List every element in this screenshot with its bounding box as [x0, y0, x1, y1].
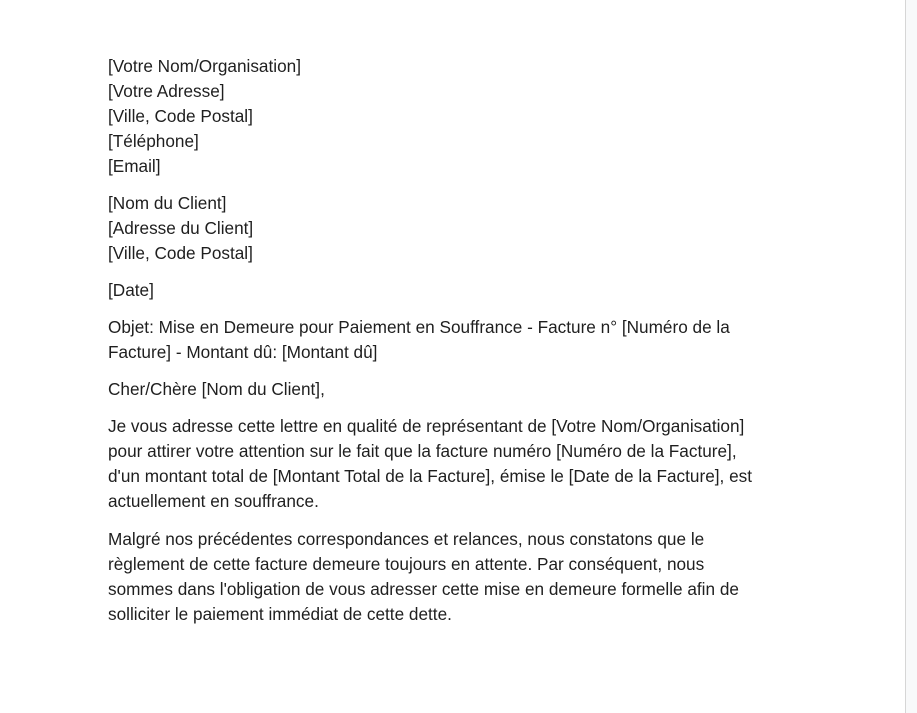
paragraph-line: solliciter le paiement immédiat de cette dette. — [108, 604, 452, 624]
body-paragraph-1 — [108, 414, 808, 514]
sender-name: [Votre Nom/Organisation] — [108, 56, 301, 76]
body-paragraph-2 — [108, 527, 808, 627]
letter-body[interactable] — [108, 54, 808, 640]
recipient-city: [Ville, Code Postal] — [108, 243, 253, 263]
paragraph-line: actuellement en souffrance. — [108, 491, 319, 511]
letter-date: [Date] — [108, 280, 154, 300]
sender-phone: [Téléphone] — [108, 131, 199, 151]
paragraph-line: pour attirer votre attention sur le fait que la facture numéro [Numéro de la Facture], — [108, 441, 737, 461]
salutation-block — [108, 377, 808, 402]
sender-address: [Votre Adresse] — [108, 81, 225, 101]
sender-address-block — [108, 54, 808, 179]
sender-email: [Email] — [108, 156, 161, 176]
subject-line-1: Objet: Mise en Demeure pour Paiement en Souffrance - Facture n° [Numéro de la — [108, 317, 730, 337]
paragraph-line: règlement de cette facture demeure toujours en attente. Par conséquent, nous — [108, 554, 705, 574]
salutation: Cher/Chère [Nom du Client], — [108, 379, 325, 399]
paragraph-line: Malgré nos précédentes correspondances et relances, nous constatons que le — [108, 529, 705, 549]
date-block — [108, 278, 808, 303]
sender-city: [Ville, Code Postal] — [108, 106, 253, 126]
recipient-name: [Nom du Client] — [108, 193, 227, 213]
recipient-address-block — [108, 191, 808, 266]
paragraph-line: Je vous adresse cette lettre en qualité de représentant de [Votre Nom/Organisation] — [108, 416, 745, 436]
subject-block — [108, 315, 808, 365]
paragraph-line: d'un montant total de [Montant Total de la Facture], émise le [Date de la Facture], est — [108, 466, 753, 486]
scrollbar-gutter[interactable] — [906, 0, 917, 713]
recipient-address: [Adresse du Client] — [108, 218, 254, 238]
subject-line-2: Facture] - Montant dû: [Montant dû] — [108, 342, 378, 362]
paragraph-line: sommes dans l'obligation de vous adresser cette mise en demeure formelle afin de — [108, 579, 739, 599]
